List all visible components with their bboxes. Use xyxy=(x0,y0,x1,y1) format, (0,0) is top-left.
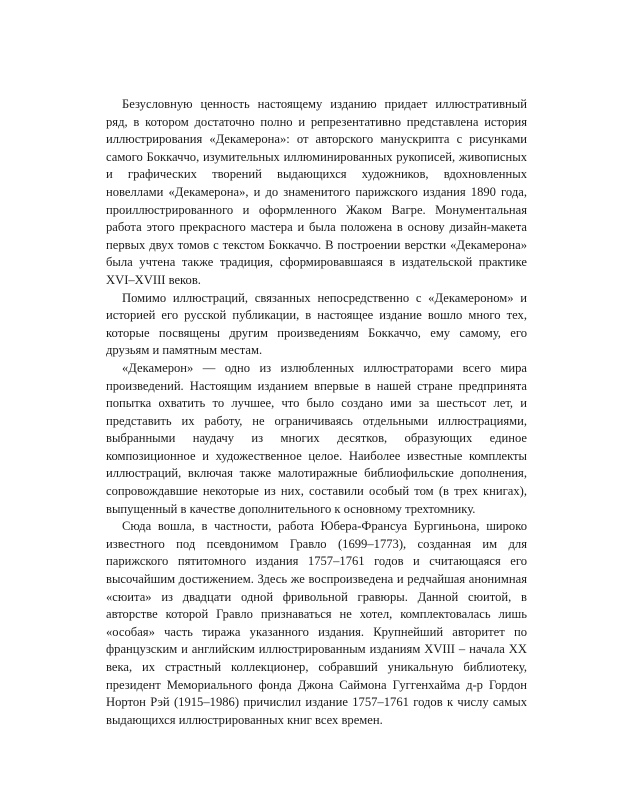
paragraph-3: «Декамерон» — одно из излюбленных иллюстраторами всего мира произведений. Настоящим изданием впервые в нашей стране предпринята попытка охватить то лучшее, что было создано ими за шестьсот лет, и представить их работу, не ограничиваясь отдельными иллюстрациями, выбранными наудачу из многих десятков, образующих единое композиционное и художественное целое. Наиболее известные комплекты иллюстраций, включая также малотиражные библиофильские дополнения, сопровождавшие некоторые из них, составили особый том (в трех книгах), выпущенный в качестве дополнительного к основному трехтомнику. xyxy=(106,360,527,516)
body-text xyxy=(106,96,527,729)
paragraph-1: Безусловную ценность настоящему изданию придает иллюстративный ряд, в котором достаточно полно и репрезентативно представлена история иллюстрирования «Декамерона»: от авторского манускрипта с рисунками самого Боккаччо, изумительных иллюминированных рукописей, живописных и графических творений выдающихся художников, вдохновленных новеллами «Декамерона», и до знаменитого парижского издания 1890 года, проиллюстрированного и оформленного Жаком Вагре. Монументальная работа этого прекрасного мастера и была положена в основу дизайн-макета первых двух томов с текстом Боккаччо. В построении верстки «Декамерона» была учтена также традиция, сформировавшаяся в издательской практике XVI–XVIII веков. xyxy=(106,97,527,287)
paragraph-4: Сюда вошла, в частности, работа Юбера-Франсуа Бургиньона, широко известного под псевдонимом Гравло (1699–1773), созданная им для парижского пятитомного издания 1757–1761 годов и считающаяся его высочайшим достижением. Здесь же воспроизведена и редчайшая анонимная «сюита» из двадцати одной фривольной гравюры. Данной сюитой, в авторстве которой Гравло признаваться не хотел, комплектовалась лишь «особая» часть тиража указанного издания. Крупнейший авторитет по французским и английским иллюстрированным изданиям XVIII – начала XX века, их страстный коллекционер, собравший уникальную библиотеку, президент Мемориального фонда Джона Саймона Гуггенхайма д-р Гордон Нортон Рэй (1915–1986) причислил издание 1757–1761 годов к числу самых выдающихся иллюстрированных книг всех времен. xyxy=(106,519,527,727)
paragraph-2: Помимо иллюстраций, связанных непосредственно с «Декамероном» и историей его русской публикации, в настоящее издание вошло много тех, которые посвящены другим произведениям Боккаччо, ему самому, его друзьям и памятным местам. xyxy=(106,290,527,358)
